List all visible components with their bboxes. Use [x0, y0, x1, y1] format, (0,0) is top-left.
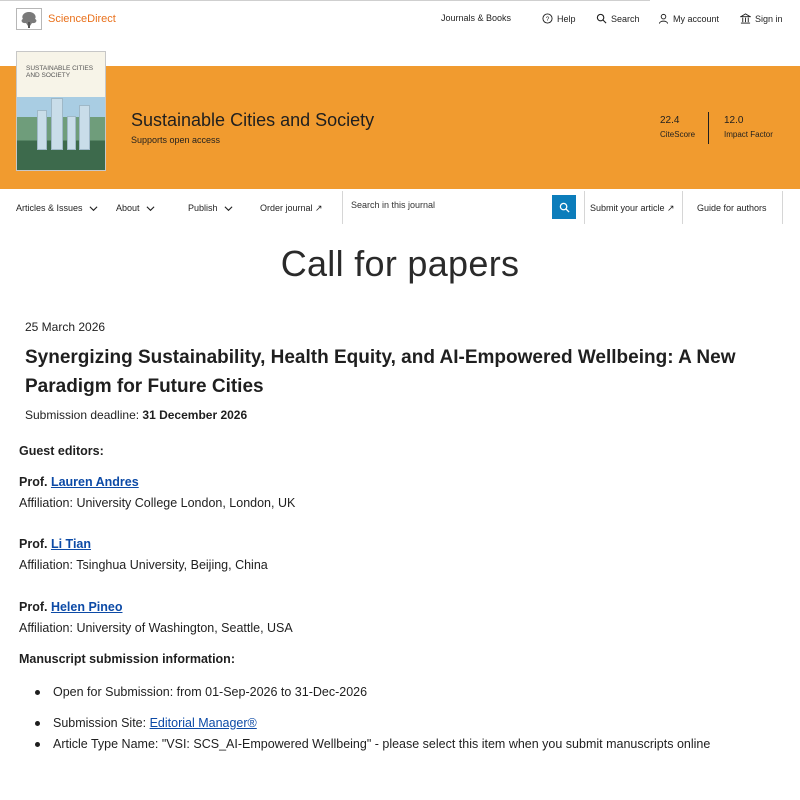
- chevron-down-icon: [89, 204, 98, 213]
- publish-label: Publish: [188, 203, 218, 213]
- impact-factor-metric[interactable]: [724, 115, 773, 139]
- editor-link-helen-pineo[interactable]: Helen Pineo: [50, 600, 123, 614]
- search-link[interactable]: [596, 13, 640, 24]
- citescore-value: 22.4: [660, 115, 680, 126]
- journal-search-input[interactable]: [351, 200, 551, 210]
- editor-affiliation: Affiliation: Tsinghua University, Beijing, China: [19, 558, 268, 572]
- search-submit-button[interactable]: [552, 195, 576, 219]
- editor-link-li-tian[interactable]: Li Tian: [50, 537, 92, 551]
- list-item: [19, 682, 739, 703]
- deadline-label: Submission deadline:: [25, 408, 143, 422]
- list-item: [19, 734, 739, 755]
- brand-name: ScienceDirect: [48, 13, 116, 25]
- editor-affiliation: Affiliation: University College London, London, UK: [19, 496, 296, 510]
- top-bar: [0, 0, 800, 40]
- sign-in-link[interactable]: [740, 13, 783, 24]
- publish-menu[interactable]: [188, 203, 233, 213]
- editor-name-line: [19, 600, 123, 614]
- articles-issues-label: Articles & Issues: [16, 203, 83, 213]
- editor-prefix: Prof.: [19, 537, 51, 551]
- guide-for-authors-label: Guide for authors: [697, 203, 767, 213]
- order-journal-link[interactable]: [260, 203, 323, 214]
- cover-building: [51, 98, 63, 150]
- call-title: Synergizing Sustainability, Health Equity, and AI-Empowered Wellbeing: A New Paradigm for Future Cities: [25, 347, 736, 397]
- cover-building: [37, 110, 47, 150]
- page-heading: Call for papers: [280, 243, 520, 284]
- guest-editors-heading: Guest editors:: [19, 444, 104, 458]
- chevron-down-icon: [224, 204, 233, 213]
- articles-issues-menu[interactable]: [16, 203, 98, 213]
- editor-affiliation: Affiliation: University of Washington, Seattle, USA: [19, 621, 293, 635]
- editor-prefix: Prof.: [19, 475, 51, 489]
- editor-name-line: [19, 537, 91, 551]
- open-submission-text: Open for Submission: from 01-Sep-2026 to 31-Dec-2026: [53, 685, 368, 699]
- editorial-manager-link[interactable]: Editorial Manager®: [149, 716, 257, 730]
- submit-article-link[interactable]: [590, 203, 675, 214]
- list-item: [19, 713, 739, 734]
- order-journal-label: Order journal ↗: [260, 203, 323, 213]
- cover-building: [79, 105, 90, 150]
- chevron-down-icon: [146, 204, 155, 213]
- submission-deadline: [25, 408, 247, 422]
- nav-divider: [584, 191, 585, 224]
- user-icon: [658, 13, 669, 24]
- search-icon: [596, 13, 607, 24]
- article-type-text: Article Type Name: "VSI: SCS_AI-Empowered Wellbeing" - please select this item when you submit manuscripts online: [53, 737, 711, 751]
- nav-divider: [782, 191, 783, 224]
- guide-for-authors-link[interactable]: [697, 203, 767, 213]
- journals-books-link[interactable]: [441, 13, 511, 23]
- search-label: Search: [611, 13, 640, 24]
- about-label: About: [116, 203, 140, 213]
- journal-title[interactable]: Sustainable Cities and Society: [131, 110, 375, 130]
- impact-factor-label: Impact Factor: [724, 130, 773, 139]
- submit-article-label: Submit your article ↗: [590, 203, 675, 213]
- sciencedirect-logo[interactable]: [16, 8, 116, 30]
- my-account-link[interactable]: [658, 13, 719, 24]
- cover-building: [67, 116, 76, 150]
- journal-search: [342, 191, 577, 224]
- svg-text:?: ?: [545, 15, 550, 23]
- institution-icon: [740, 13, 751, 24]
- editor-name-line: [19, 475, 139, 489]
- metric-divider: [708, 112, 709, 144]
- help-label: Help: [557, 13, 576, 24]
- about-menu[interactable]: [116, 203, 155, 213]
- my-account-label: My account: [673, 13, 720, 24]
- deadline-value: 31 December 2026: [142, 408, 248, 422]
- journals-books-label: Journals & Books: [441, 13, 512, 23]
- sign-in-label: Sign in: [755, 13, 783, 24]
- editor-link-lauren-andres[interactable]: Lauren Andres: [50, 475, 139, 489]
- help-icon: [542, 13, 553, 24]
- citescore-label: CiteScore: [660, 130, 696, 139]
- manuscript-info-heading: Manuscript submission information:: [19, 652, 235, 666]
- submission-info-list: [19, 682, 739, 755]
- cover-title: SUSTAINABLE CITIES AND SOCIETY: [26, 65, 94, 79]
- journal-cover-image[interactable]: [16, 51, 106, 171]
- help-link[interactable]: [542, 13, 576, 24]
- submission-site-label: Submission Site:: [53, 716, 150, 730]
- nav-divider: [682, 191, 683, 224]
- citescore-metric[interactable]: [660, 115, 695, 139]
- open-access-note: Supports open access: [131, 135, 221, 145]
- elsevier-tree-icon: [16, 8, 42, 30]
- search-icon: [559, 202, 570, 213]
- impact-factor-value: 12.0: [724, 115, 744, 126]
- publish-date: 25 March 2026: [25, 320, 106, 334]
- editor-prefix: Prof.: [19, 600, 51, 614]
- top-divider: [0, 0, 650, 1]
